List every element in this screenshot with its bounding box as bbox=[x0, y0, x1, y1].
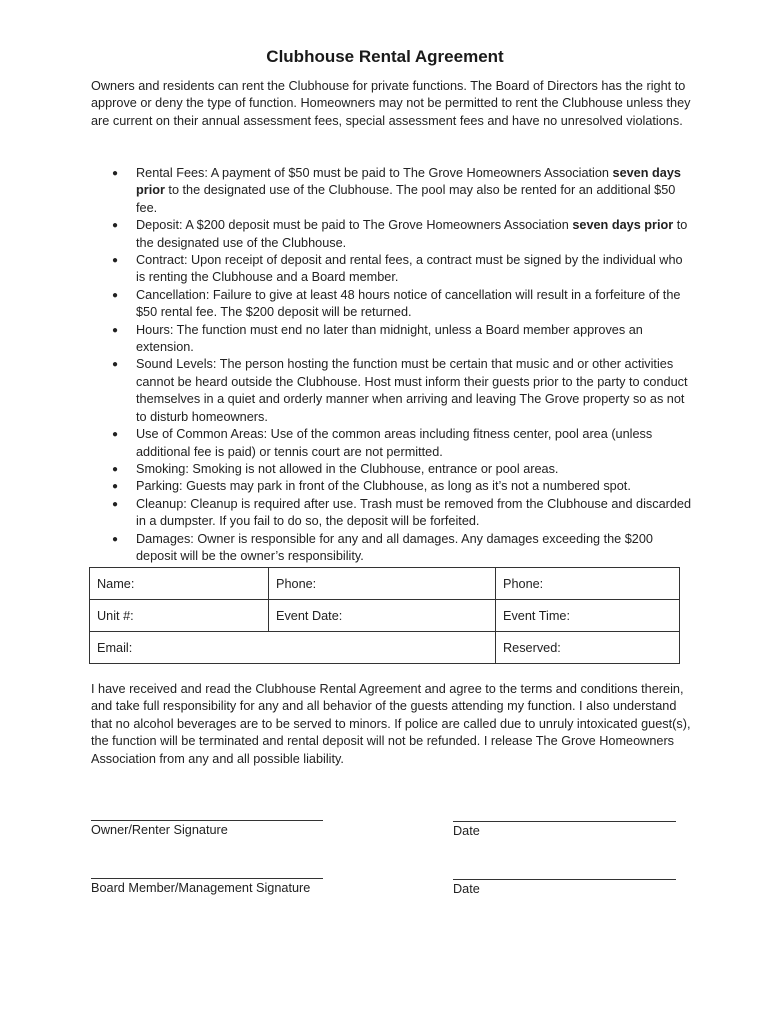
rule-item: ● Use of Common Areas: Use of the common areas including fitness center, pool area (unless additional fee is paid) or tennis court are not permitted. bbox=[112, 427, 653, 459]
bullet-icon: ● bbox=[112, 289, 119, 301]
reserved-field[interactable]: Reserved: bbox=[496, 632, 680, 664]
email-field[interactable]: Email: bbox=[90, 632, 496, 664]
signature-line[interactable] bbox=[91, 806, 323, 821]
bullet-icon: ● bbox=[112, 481, 119, 493]
event-time-field[interactable]: Event Time: bbox=[496, 600, 680, 632]
rule-item: ● Cleanup: Cleanup is required after use. Trash must be removed from the Clubhouse and discarded in a dumpster. If you fail to do so, the deposit will be forfeited. bbox=[112, 496, 692, 529]
bullet-icon: ● bbox=[112, 168, 119, 179]
bullet-icon: ● bbox=[112, 498, 119, 510]
date-line[interactable] bbox=[453, 807, 676, 822]
rules-list bbox=[112, 165, 692, 565]
name-field[interactable]: Name: bbox=[90, 568, 269, 600]
bullet-icon: ● bbox=[112, 533, 119, 545]
bullet-icon: ● bbox=[112, 359, 119, 371]
date-block-2[interactable] bbox=[453, 865, 676, 896]
intro-paragraph: Owners and residents can rent the Clubhouse for private functions. The Board of Directors has the right to approve or deny the type of function. Homeowners may not be permitted to rent the Clubhouse unless they are current on their annual assessment fees, special assessment fees and have no unresolved violations. bbox=[91, 79, 691, 128]
phone-field[interactable]: Phone: bbox=[269, 568, 496, 600]
date-label: Date bbox=[453, 824, 480, 838]
rule-item: ● Cancellation: Failure to give at least 48 hours notice of cancellation will result in a forfeiture of the $50 rental fee. The $200 deposit will be returned. bbox=[112, 287, 681, 320]
bullet-icon: ● bbox=[112, 324, 119, 336]
signature-line[interactable] bbox=[91, 864, 323, 879]
rule-item: ● Sound Levels: The person hosting the function must be certain that music and or other activities cannot be heard outside the Clubhouse. Host must inform their guests prior to the party to conduct themselves in a quiet and orderly manner when arriving and leaving The Grove property so as not to disturb homeowners. bbox=[112, 357, 688, 424]
date-label: Date bbox=[453, 882, 480, 896]
board-signature-block[interactable] bbox=[91, 864, 323, 895]
rule-item: ● Rental Fees: A payment of $50 must be paid to The Grove Homeowners Association seven days prior to the designated use of the Clubhouse. The pool may also be rented for an additional $50 fee. bbox=[112, 166, 681, 215]
bullet-icon: ● bbox=[112, 220, 119, 232]
phone-field-2[interactable]: Phone: bbox=[496, 568, 680, 600]
date-block-1[interactable] bbox=[453, 807, 676, 838]
bullet-icon: ● bbox=[112, 429, 119, 441]
rule-item: ● Hours: The function must end no later than midnight, unless a Board member approves an extension. bbox=[112, 322, 643, 355]
unit-field[interactable]: Unit #: bbox=[90, 600, 269, 632]
rule-item: ● Parking: Guests may park in front of the Clubhouse, as long as it’s not a numbered spot. bbox=[112, 478, 692, 495]
rule-item: ● Deposit: A $200 deposit must be paid to The Grove Homeowners Association seven days prior to the designated use of the Clubhouse. bbox=[112, 218, 688, 250]
owner-signature-label: Owner/Renter Signature bbox=[91, 823, 228, 837]
rule-item: ● Smoking: Smoking is not allowed in the Clubhouse, entrance or pool areas. bbox=[112, 461, 692, 478]
bullet-icon: ● bbox=[112, 463, 119, 475]
date-line[interactable] bbox=[453, 865, 676, 880]
rule-item: ● Contract: Upon receipt of deposit and rental fees, a contract must be signed by the individual who is renting the Clubhouse and a Board member. bbox=[112, 253, 683, 285]
board-signature-label: Board Member/Management Signature bbox=[91, 881, 311, 895]
event-date-field[interactable]: Event Date: bbox=[269, 600, 496, 632]
page-title: Clubhouse Rental Agreement bbox=[266, 47, 504, 66]
bullet-icon: ● bbox=[112, 255, 119, 267]
renter-info-table bbox=[89, 567, 680, 664]
agreement-paragraph: I have received and read the Clubhouse Rental Agreement and agree to the terms and conditions therein, and take full responsibility for any and all behavior of the guests attending my function. I also understand that no alcohol beverages are to be served to minors. If police are called due to unruly intoxicated guest(s), the function will be terminated and rental deposit will not be refunded. I release The Grove Homeowners Association from any and all possible liability. bbox=[91, 682, 691, 766]
owner-signature-block[interactable] bbox=[91, 806, 323, 837]
rule-item: ● Damages: Owner is responsible for any and all damages. Any damages exceeding the $200 deposit will be the owner’s responsibility. bbox=[112, 531, 653, 563]
